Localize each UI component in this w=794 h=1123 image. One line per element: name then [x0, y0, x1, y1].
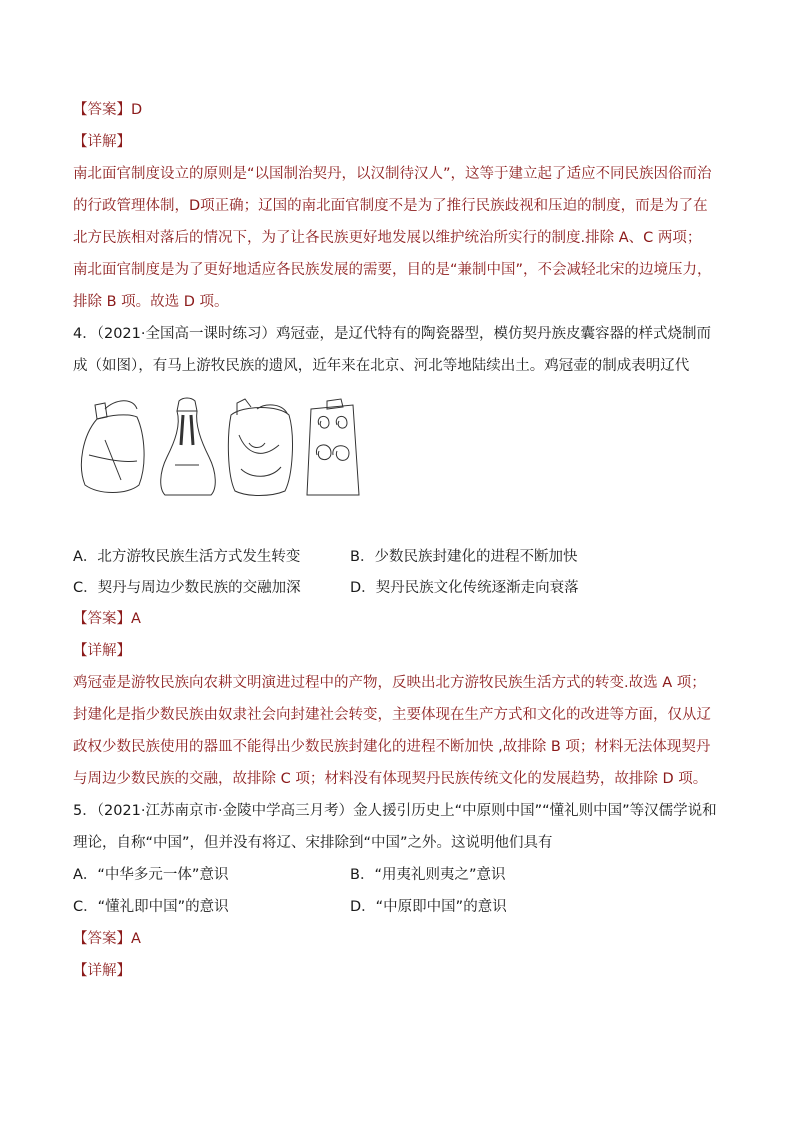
answer-tag: 【答案】 — [73, 931, 131, 947]
question-stem-line: 成（如图），有马上游牧民族的遗风，近年来在北京、河北等地陆续出土。鸡冠壶的制成表明辽代 — [73, 358, 690, 374]
pot-drawing — [307, 399, 359, 495]
detail-tag: 【详解】 — [73, 643, 131, 659]
q3-answer-line — [73, 100, 142, 120]
answer-value: A — [131, 931, 141, 947]
option-a: A．北方游牧民族生活方式发生转变 — [73, 549, 301, 565]
option-c: C．契丹与周边少数民族的交融加深 — [73, 580, 301, 596]
pot-drawing — [228, 399, 292, 496]
explain-line: 的行政管理体制，D项正确；辽国的南北面官制度不是为了推行民族歧视和压迫的制度，而是为了在 — [73, 198, 708, 214]
explain-line: 与周边少数民族的交融，故排除 C 项；材料没有体现契丹民族传统文化的发展趋势，故排除 D 项。 — [73, 771, 708, 787]
option-b: B．“用夷礼则夷之”意识 — [350, 867, 506, 883]
explain-line: 南北面官制度是为了更好地适应各民族发展的需要，目的是“兼制中国”，不会减轻北宋的边境压力， — [73, 262, 712, 278]
q5-answer-line — [73, 929, 141, 949]
explain-line: 政权少数民族使用的器皿不能得出少数民族封建化的进程不断加快 ,故排除 B 项；材料无法体现契丹 — [73, 739, 711, 755]
pot-drawing — [81, 401, 144, 493]
answer-value: D — [131, 102, 143, 118]
option-a: A．“中华多元一体”意识 — [73, 867, 229, 883]
answer-value: A — [131, 611, 141, 627]
pot-drawing — [161, 398, 216, 495]
detail-tag: 【详解】 — [73, 134, 131, 150]
answer-tag: 【答案】 — [73, 611, 131, 627]
explain-line: 鸡冠壶是游牧民族向农耕文明演进过程中的产物，反映出北方游牧民族生活方式的转变.故选 A 项； — [73, 675, 706, 691]
option-d: D．“中原即中国”的意识 — [350, 899, 507, 915]
explain-line: 北方民族相对落后的情况下，为了让各民族更好地发展以维护统治所实行的制度.排除 A、C 两项； — [73, 230, 702, 246]
answer-tag: 【答案】 — [73, 102, 131, 118]
explain-line: 南北面官制度设立的原则是“以国制治契丹，以汉制待汉人”，这等于建立起了适应不同民族因俗而治 — [73, 166, 712, 182]
q4-answer-line — [73, 609, 141, 629]
explain-line: 封建化是指少数民族由奴隶社会向封建社会转变，主要体现在生产方式和文化的改进等方面，仅从辽 — [73, 707, 711, 723]
jiguan-pot-figure — [75, 395, 365, 500]
option-b: B．少数民族封建化的进程不断加快 — [350, 549, 578, 565]
question-stem-line: 4．（2021·全国高一课时练习）鸡冠壶，是辽代特有的陶瓷器型，模仿契丹族皮囊容器的样式烧制而 — [73, 326, 711, 342]
option-d: D．契丹民族文化传统逐渐走向衰落 — [350, 580, 579, 596]
detail-tag: 【详解】 — [73, 963, 131, 979]
option-c: C．“懂礼即中国”的意识 — [73, 899, 229, 915]
question-stem-line: 5．（2021·江苏南京市·金陵中学高三月考）金人援引历史上“中原则中国”“懂礼则中国”等汉儒学说和 — [73, 803, 717, 819]
question-stem-line: 理论，自称“中国”，但并没有将辽、宋排除到“中国”之外。这说明他们具有 — [73, 835, 553, 851]
explain-line: 排除 B 项。故选 D 项。 — [73, 294, 229, 310]
